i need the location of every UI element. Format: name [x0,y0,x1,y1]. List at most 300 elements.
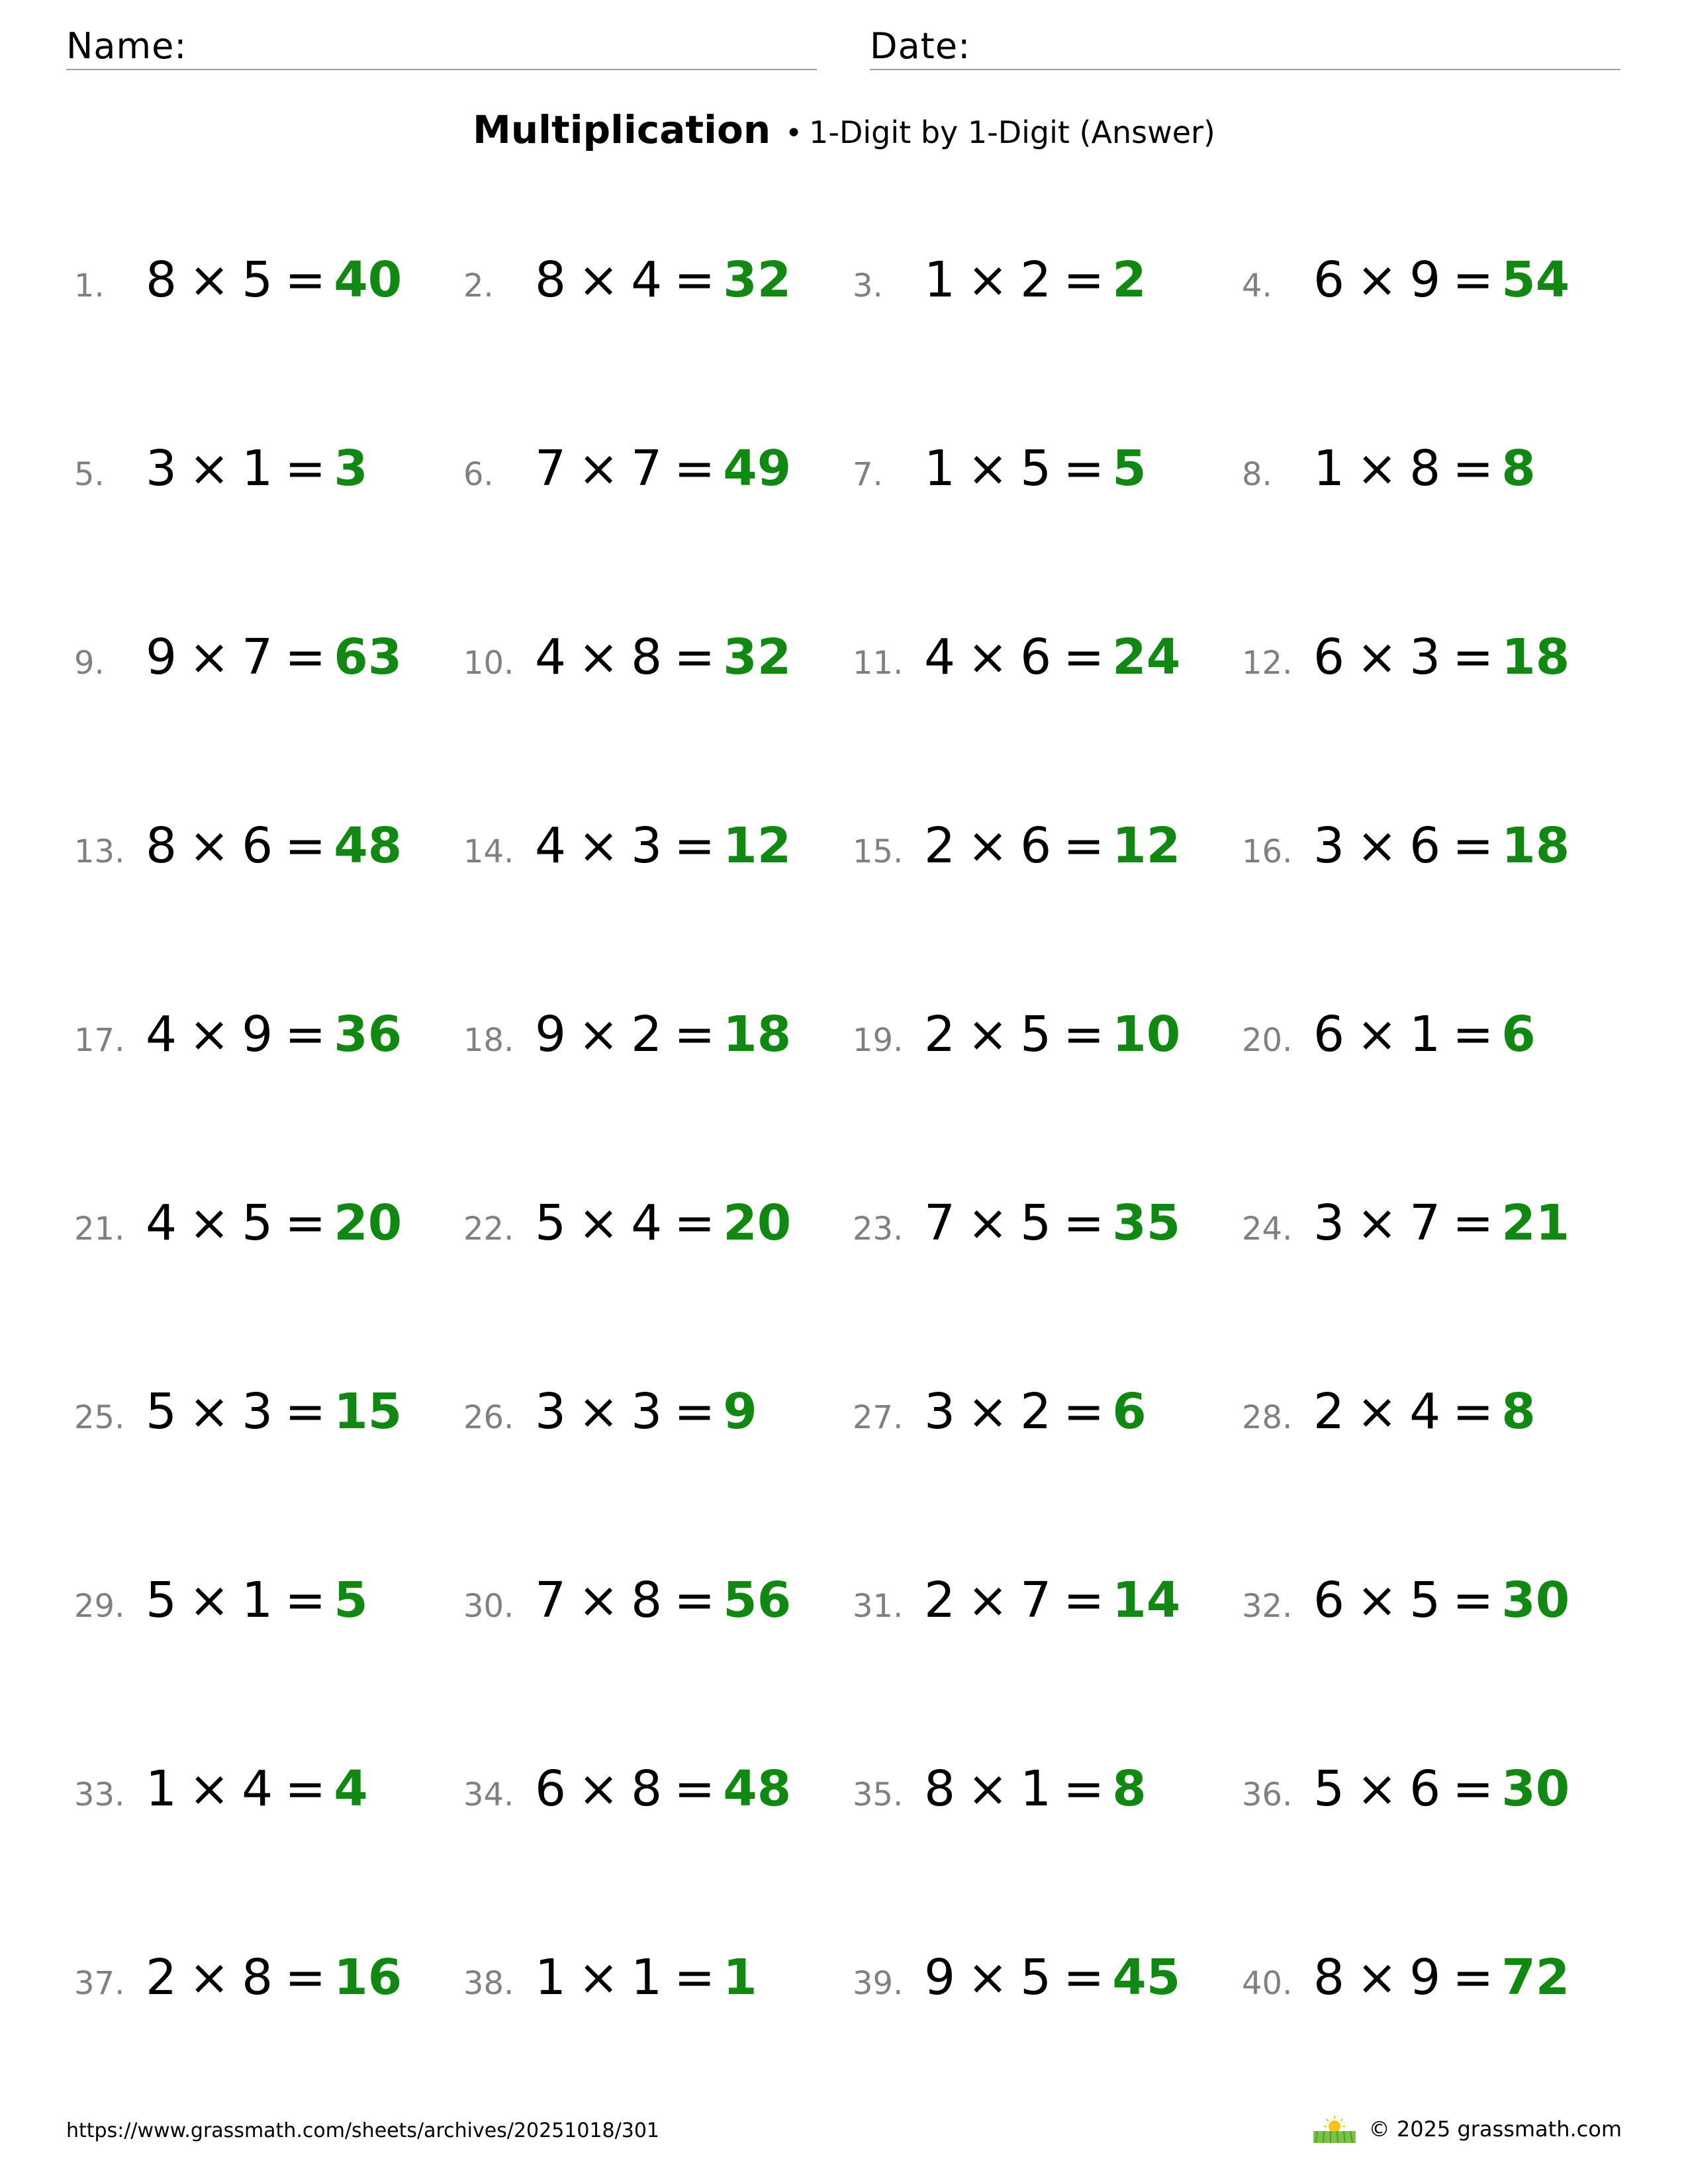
factor-a: 2 [924,817,956,874]
equals-sign: = [674,1572,716,1629]
times-sign: × [189,629,230,686]
factor-a: 5 [1313,1760,1345,1817]
problem-expression [535,251,723,308]
factor-b: 1 [631,1949,663,2006]
factor-a: 2 [1313,1383,1345,1440]
times-sign: × [578,1760,620,1817]
answer: 35 [1112,1195,1181,1251]
problem-item [74,817,445,897]
equals-sign: = [285,251,326,308]
times-sign: × [967,1760,1009,1817]
answer: 9 [723,1383,757,1440]
grass-sun-logo-icon [1311,2113,1358,2145]
factor-a: 6 [535,1760,567,1817]
problem-item [74,1949,445,2028]
problem-expression [1313,251,1501,308]
times-sign: × [189,1949,230,2006]
problem-number: 27. [853,1399,904,1436]
factor-a: 6 [1313,1006,1345,1063]
times-sign: × [189,1383,230,1440]
factor-a: 2 [924,1572,956,1629]
problem-item [463,817,834,897]
factor-b: 6 [1409,817,1441,874]
answer: 20 [334,1195,402,1251]
problem-number: 16. [1242,833,1293,870]
problem-expression [1313,629,1501,686]
factor-b: 1 [242,440,273,497]
times-sign: × [189,1006,230,1063]
factor-a: 1 [535,1949,567,2006]
factor-a: 3 [146,440,177,497]
factor-a: 7 [535,1572,567,1629]
problem-number: 8. [1242,456,1272,493]
times-sign: × [967,251,1009,308]
problem-item [463,1195,834,1274]
equals-sign: = [674,1949,716,2006]
problem-number: 6. [463,456,494,493]
problem-number: 22. [463,1210,514,1248]
problem-item [74,1572,445,1651]
copyright: © 2025 grassmath.com [1368,2116,1622,2142]
equals-sign: = [285,1006,326,1063]
problem-expression [535,1572,723,1629]
problem-item [463,1949,834,2028]
factor-a: 8 [1313,1949,1345,2006]
equals-sign: = [674,629,716,686]
problem-item [1242,440,1613,520]
answer: 10 [1112,1006,1181,1063]
factor-b: 5 [242,1195,273,1251]
equals-sign: = [285,1760,326,1817]
footer-url: https://www.grassmath.com/sheets/archives/20251018/301 [66,2119,660,2142]
problem-number: 38. [463,1965,514,2002]
factor-b: 9 [1409,251,1441,308]
name-label: Name: [66,25,187,67]
factor-b: 8 [631,629,663,686]
problem-item [1242,1006,1613,1085]
problem-number: 26. [463,1399,514,1436]
factor-b: 7 [631,440,663,497]
factor-b: 3 [631,817,663,874]
problem-expression [1313,817,1501,874]
problem-expression [535,629,723,686]
problem-number: 1. [74,267,105,304]
answer: 8 [1501,1383,1536,1440]
factor-a: 3 [1313,1195,1345,1251]
equals-sign: = [674,817,716,874]
problem-number: 28. [1242,1399,1293,1436]
factor-b: 4 [242,1760,273,1817]
problem-item [1242,1195,1613,1274]
factor-b: 6 [1020,629,1052,686]
factor-b: 9 [242,1006,273,1063]
factor-b: 3 [242,1383,273,1440]
factor-a: 3 [535,1383,567,1440]
equals-sign: = [285,817,326,874]
equals-sign: = [674,251,716,308]
problem-number: 36. [1242,1776,1293,1813]
problem-expression [924,1760,1112,1817]
problem-expression [535,440,723,497]
problem-number: 32. [1242,1588,1293,1625]
equals-sign: = [1063,629,1105,686]
answer: 32 [723,251,792,308]
problem-item [853,1383,1223,1463]
times-sign: × [189,1572,230,1629]
problem-expression [1313,1949,1501,2006]
problem-expression [146,251,334,308]
problem-number: 25. [74,1399,125,1436]
answer: 15 [334,1383,402,1440]
problem-item [853,1006,1223,1085]
answer: 12 [1112,817,1181,874]
times-sign: × [189,1195,230,1251]
answer: 24 [1112,629,1181,686]
answer: 3 [334,440,368,497]
equals-sign: = [285,1383,326,1440]
problem-number: 2. [463,267,494,304]
problem-item [463,629,834,708]
answer: 14 [1112,1572,1181,1629]
problem-expression [146,629,334,686]
factor-b: 2 [1020,251,1052,308]
times-sign: × [1356,1006,1398,1063]
problem-number: 9. [74,645,105,682]
equals-sign: = [1452,1949,1494,2006]
equals-sign: = [285,629,326,686]
times-sign: × [189,440,230,497]
factor-a: 1 [924,440,956,497]
problem-item [1242,817,1613,897]
factor-b: 1 [1020,1760,1052,1817]
equals-sign: = [674,1006,716,1063]
problem-expression [924,1572,1112,1629]
problem-number: 23. [853,1210,904,1248]
problem-item [74,629,445,708]
answer: 32 [723,629,792,686]
factor-a: 4 [535,629,567,686]
problem-number: 14. [463,833,514,870]
answer: 48 [334,817,402,874]
factor-a: 1 [1313,440,1345,497]
problem-expression [146,1949,334,2006]
factor-a: 9 [146,629,177,686]
times-sign: × [578,1383,620,1440]
equals-sign: = [1452,1383,1494,1440]
problem-expression [146,1006,334,1063]
answer: 45 [1112,1949,1181,2006]
problem-expression [535,1195,723,1251]
times-sign: × [189,251,230,308]
problem-expression [146,1195,334,1251]
problem-number: 40. [1242,1965,1293,2002]
problem-item [1242,1383,1613,1463]
problem-number: 10. [463,645,514,682]
problem-number: 5. [74,456,105,493]
factor-a: 8 [146,817,177,874]
title-main: Multiplication [473,107,771,152]
problem-number: 18. [463,1022,514,1059]
factor-a: 2 [146,1949,177,2006]
times-sign: × [967,1949,1009,2006]
equals-sign: = [1452,251,1494,308]
answer: 48 [723,1760,792,1817]
problem-number: 35. [853,1776,904,1813]
factor-b: 2 [631,1006,663,1063]
times-sign: × [1356,1949,1398,2006]
equals-sign: = [674,1760,716,1817]
factor-a: 9 [535,1006,567,1063]
factor-b: 4 [631,251,663,308]
factor-b: 5 [1020,1006,1052,1063]
answer: 21 [1501,1195,1570,1251]
times-sign: × [578,251,620,308]
problem-expression [535,1760,723,1817]
factor-b: 5 [1409,1572,1441,1629]
problem-item [463,251,834,331]
answer: 12 [723,817,792,874]
equals-sign: = [1063,817,1105,874]
times-sign: × [967,1572,1009,1629]
problem-number: 33. [74,1776,125,1813]
factor-b: 6 [242,817,273,874]
answer: 8 [1501,440,1536,497]
problem-item [1242,1760,1613,1840]
answer: 4 [334,1760,368,1817]
problem-number: 30. [463,1588,514,1625]
equals-sign: = [674,1195,716,1251]
problem-expression [146,440,334,497]
problem-number: 15. [853,833,904,870]
factor-b: 6 [1020,817,1052,874]
footer-brand [1311,2113,1622,2146]
answer: 6 [1112,1383,1147,1440]
problem-number: 19. [853,1022,904,1059]
equals-sign: = [1063,1760,1105,1817]
factor-a: 6 [1313,251,1345,308]
problem-expression [535,1949,723,2006]
problem-expression [924,817,1112,874]
factor-a: 4 [146,1006,177,1063]
equals-sign: = [1063,1383,1105,1440]
answer: 30 [1501,1760,1570,1817]
problem-number: 4. [1242,267,1272,304]
times-sign: × [578,1195,620,1251]
times-sign: × [189,1760,230,1817]
factor-a: 7 [535,440,567,497]
times-sign: × [1356,440,1398,497]
problem-expression [146,817,334,874]
equals-sign: = [1063,251,1105,308]
problem-item [853,1760,1223,1840]
factor-a: 3 [1313,817,1345,874]
problem-expression [924,251,1112,308]
times-sign: × [1356,1195,1398,1251]
factor-b: 1 [242,1572,273,1629]
problem-item [74,251,445,331]
problem-number: 34. [463,1776,514,1813]
times-sign: × [578,1006,620,1063]
times-sign: × [578,817,620,874]
times-sign: × [1356,817,1398,874]
equals-sign: = [1063,1572,1105,1629]
equals-sign: = [1063,1195,1105,1251]
factor-b: 7 [1409,1195,1441,1251]
problem-number: 17. [74,1022,125,1059]
factor-b: 7 [1020,1572,1052,1629]
answer: 16 [334,1949,402,2006]
problem-expression [1313,1760,1501,1817]
problem-item [1242,1572,1613,1651]
problem-item [1242,629,1613,708]
equals-sign: = [1452,817,1494,874]
equals-sign: = [1063,440,1105,497]
answer: 6 [1501,1006,1536,1063]
problem-number: 24. [1242,1210,1293,1248]
equals-sign: = [285,1195,326,1251]
problem-number: 7. [853,456,883,493]
factor-b: 3 [631,1383,663,1440]
title-subtitle: 1-Digit by 1-Digit (Answer) [809,114,1215,150]
problem-item [74,440,445,520]
factor-a: 1 [924,251,956,308]
answer: 1 [723,1949,757,2006]
problem-expression [1313,1006,1501,1063]
problem-expression [924,1383,1112,1440]
times-sign: × [1356,1383,1398,1440]
problem-number: 12. [1242,645,1293,682]
times-sign: × [578,629,620,686]
factor-b: 8 [1409,440,1441,497]
factor-b: 9 [1409,1949,1441,2006]
problem-item [853,1195,1223,1274]
equals-sign: = [1452,440,1494,497]
problem-number: 39. [853,1965,904,2002]
problem-number: 11. [853,645,904,682]
factor-b: 7 [242,629,273,686]
equals-sign: = [285,1949,326,2006]
times-sign: × [578,1572,620,1629]
problem-item [1242,1949,1613,2028]
factor-b: 3 [1409,629,1441,686]
answer: 36 [334,1006,402,1063]
problem-expression [1313,1383,1501,1440]
factor-a: 5 [146,1383,177,1440]
problem-expression [924,629,1112,686]
factor-a: 6 [1313,1572,1345,1629]
times-sign: × [967,1006,1009,1063]
times-sign: × [1356,251,1398,308]
factor-a: 4 [924,629,956,686]
equals-sign: = [1063,1006,1105,1063]
answer: 40 [334,251,402,308]
times-sign: × [1356,1760,1398,1817]
answer: 5 [334,1572,368,1629]
factor-b: 1 [1409,1006,1441,1063]
problem-item [463,1383,834,1463]
problem-item [853,817,1223,897]
times-sign: × [189,817,230,874]
factor-a: 9 [924,1949,956,2006]
equals-sign: = [674,1383,716,1440]
date-label: Date: [870,25,971,67]
answer: 2 [1112,251,1147,308]
factor-a: 5 [535,1195,567,1251]
factor-a: 5 [146,1572,177,1629]
problem-item [853,629,1223,708]
times-sign: × [967,817,1009,874]
factor-a: 1 [146,1760,177,1817]
factor-b: 5 [1020,440,1052,497]
factor-b: 5 [1020,1195,1052,1251]
factor-a: 8 [924,1760,956,1817]
answer: 8 [1112,1760,1147,1817]
problem-expression [924,440,1112,497]
problem-number: 31. [853,1588,904,1625]
problem-item [74,1383,445,1463]
answer: 56 [723,1572,792,1629]
problem-expression [535,1383,723,1440]
title-separator: • [785,116,803,150]
problem-expression [1313,1195,1501,1251]
problem-expression [924,1195,1112,1251]
problem-expression [146,1572,334,1629]
problem-number: 13. [74,833,125,870]
problem-expression [1313,1572,1501,1629]
answer: 30 [1501,1572,1570,1629]
times-sign: × [967,1383,1009,1440]
problem-item [463,1572,834,1651]
problem-item [74,1006,445,1085]
equals-sign: = [285,1572,326,1629]
times-sign: × [1356,1572,1398,1629]
equals-sign: = [1452,1195,1494,1251]
problem-item [853,440,1223,520]
factor-b: 5 [1020,1949,1052,2006]
problem-expression [535,817,723,874]
factor-b: 8 [242,1949,273,2006]
answer: 54 [1501,251,1570,308]
answer: 18 [723,1006,792,1063]
problem-number: 3. [853,267,883,304]
equals-sign: = [1452,1006,1494,1063]
factor-b: 2 [1020,1383,1052,1440]
times-sign: × [967,440,1009,497]
problem-expression [924,1006,1112,1063]
equals-sign: = [285,440,326,497]
problem-item [463,440,834,520]
problem-number: 37. [74,1965,125,2002]
answer: 18 [1501,817,1570,874]
factor-a: 4 [535,817,567,874]
times-sign: × [578,1949,620,2006]
problem-item [1242,251,1613,331]
equals-sign: = [674,440,716,497]
factor-b: 4 [631,1195,663,1251]
answer: 20 [723,1195,792,1251]
factor-a: 4 [146,1195,177,1251]
answer: 5 [1112,440,1147,497]
problem-expression [146,1760,334,1817]
problem-number: 29. [74,1588,125,1625]
factor-b: 8 [631,1760,663,1817]
problem-expression [1313,440,1501,497]
answer: 72 [1501,1949,1570,2006]
equals-sign: = [1063,1949,1105,2006]
problem-item [853,251,1223,331]
factor-a: 3 [924,1383,956,1440]
answer: 18 [1501,629,1570,686]
